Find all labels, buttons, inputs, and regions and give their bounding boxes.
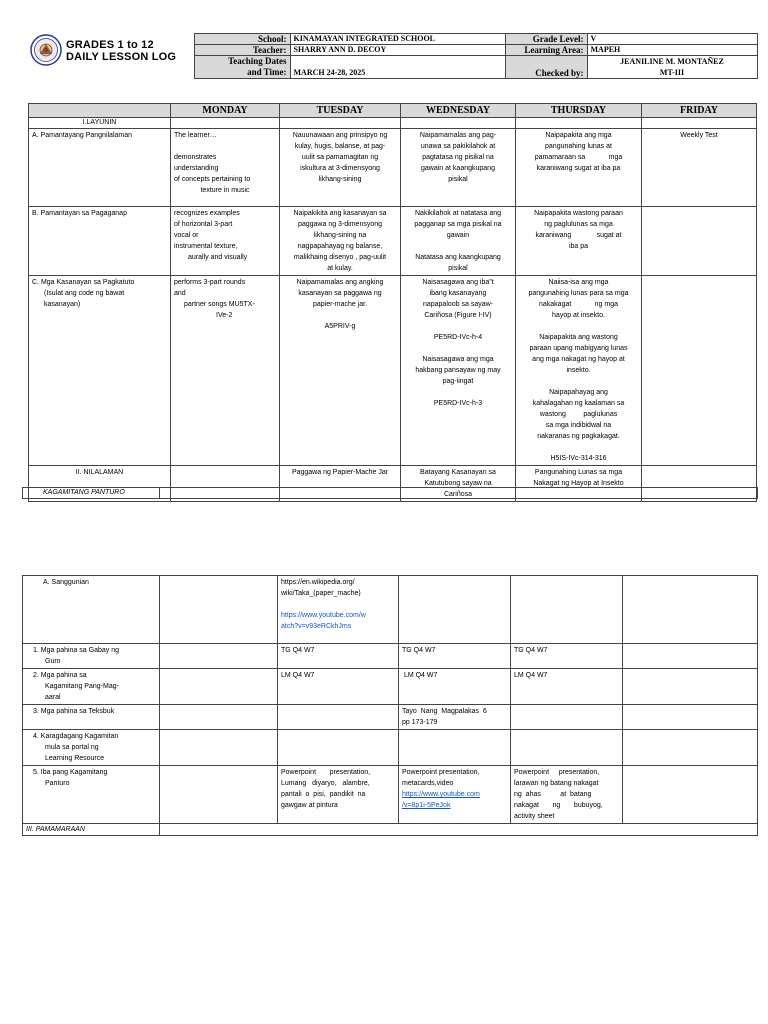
- cell-line: Nakikilahok at natatasa ang: [415, 210, 501, 217]
- layunin-row: [29, 118, 757, 129]
- cell-line: pisikal: [448, 265, 468, 272]
- empty-cell: [642, 118, 757, 129]
- header-spacer: [24, 34, 194, 79]
- kagamitang-panturo-label: KAGAMITANG PANTURO: [23, 488, 160, 499]
- cell-line: kasanayan sa paggawa ng: [298, 290, 382, 297]
- cell-line: ng ahas at batang: [514, 791, 592, 798]
- cell-line: IVe-2: [216, 312, 233, 319]
- youtube-link[interactable]: https://www.youtube.com/w: [281, 612, 366, 619]
- cell-line: Naipapahayag ang: [549, 389, 608, 396]
- row-b-tuesday: [280, 207, 401, 276]
- cell-line: Naipakikita ang kasanayan sa: [293, 210, 387, 217]
- row-b-thursday: [516, 207, 642, 276]
- row-a-wednesday: [401, 129, 516, 207]
- row-c-monday: [171, 276, 280, 466]
- cell-line: Naipamamalas ang angking: [296, 279, 384, 286]
- cell-line: (Isulat ang code ng bawat: [44, 290, 125, 297]
- dates-label-line-2: and Time:: [247, 67, 287, 77]
- layunin-label: I.LAYUNIN: [29, 118, 171, 129]
- empty-cell: [171, 118, 280, 129]
- header-blank: [29, 104, 171, 118]
- empty-cell: [623, 766, 758, 824]
- cell-line: pangunahing lunas para sa mga: [528, 290, 629, 297]
- empty-cell: [623, 730, 758, 766]
- cell-line: kahalagahan ng kaalaman sa: [532, 400, 625, 407]
- cell-line: gawain: [446, 232, 470, 239]
- empty-cell: [160, 705, 278, 730]
- empty-cell: [160, 669, 278, 705]
- cell-line: of concepts pertaining to: [174, 176, 251, 183]
- row-teksbuk: [23, 705, 758, 730]
- gabay-wednesday: TG Q4 W7: [399, 644, 511, 669]
- row-c-label: [29, 276, 171, 466]
- cell-line: larawan ng batang nakagat: [514, 780, 599, 787]
- checker-name: JEANILINE M. MONTAÑEZ: [620, 57, 724, 66]
- cell-line: pagganap sa mga pisikal na: [414, 221, 502, 228]
- day-wednesday: WEDNESDAY: [401, 104, 516, 118]
- cell-line: Learning Resource: [45, 755, 105, 762]
- cell-line: Pangunahing Lunas sa mga: [534, 469, 623, 476]
- cell-line: Panturo: [45, 780, 70, 787]
- cell-line: recognizes examples: [174, 210, 240, 217]
- day-header-row: [29, 104, 757, 118]
- cell-line: 5. Iba pang Kagamitang: [33, 769, 108, 776]
- teacher-label: Teacher:: [194, 45, 290, 56]
- row-kagamitang-pang-mag-aaral: [23, 669, 758, 705]
- cell-line: unawa sa pakikilahok at: [420, 143, 496, 150]
- cell-line: kasanayan): [44, 301, 81, 308]
- teksbuk-wednesday: [399, 705, 511, 730]
- cell-line: iskultura at 3-dimensyong: [300, 165, 380, 172]
- cell-line: Naiisa-isa ang mga: [548, 279, 609, 286]
- cell-line: vocal or: [174, 232, 199, 239]
- cell-line: pisikal: [448, 176, 468, 183]
- teacher-value: SHARRY ANN D. DECOY: [290, 45, 505, 56]
- cell-line: Tayo Nang Magpalakas 6: [402, 708, 487, 715]
- row-c-thursday: [516, 276, 642, 466]
- row-karagdagang-kagamitan: [23, 730, 758, 766]
- empty-cell: [160, 824, 758, 836]
- gabay-tuesday: TG Q4 W7: [278, 644, 399, 669]
- checker-title: MT-III: [659, 68, 685, 77]
- cell-line: karaniwang sugat at iba pa: [536, 165, 621, 172]
- gabay-thursday: TG Q4 W7: [511, 644, 623, 669]
- cell-line: activity sheet: [514, 813, 555, 820]
- school-value: KINAMAYAN INTEGRATED SCHOOL: [290, 34, 505, 45]
- cell-line: pagtatasa ng pisikal na: [422, 154, 494, 161]
- row-c-wednesday: [401, 276, 516, 466]
- empty-cell: [511, 730, 623, 766]
- cell-line: Nakagat ng Hayop at Insekto: [533, 480, 624, 487]
- objectives-table: [28, 103, 757, 502]
- cell-line: wastong paglulunas: [539, 411, 618, 418]
- reference-url[interactable]: https://en.wikipedia.org/: [281, 579, 355, 586]
- cell-line: Nauunawaan ang prinsipyo ng: [292, 132, 388, 139]
- empty-cell: [399, 576, 511, 644]
- cell-line: Kagamitang Pang-Mag-: [45, 683, 119, 690]
- empty-cell: [511, 705, 623, 730]
- cell-line: pangunahing lunas at: [545, 143, 612, 150]
- empty-cell: [516, 118, 642, 129]
- cell-line: malikhaing disenyo , pag-uulit: [293, 254, 387, 261]
- cell-line: uulit sa pamamagitan ng: [301, 154, 379, 161]
- row-a-thursday: [516, 129, 642, 207]
- cell-line: ng paglulunas sa mga: [544, 221, 613, 228]
- row-c-tuesday: [280, 276, 401, 466]
- cell-line: pantali o pisi, pandikit na: [281, 791, 366, 798]
- iba-pa-tuesday: [278, 766, 399, 824]
- row-gabay-ng-guro: [23, 644, 758, 669]
- cell-line: papier-mache jar.: [312, 301, 368, 308]
- cell-line: performs 3-part rounds: [174, 279, 246, 286]
- cell-line: ang mga nakagat ng hayop at: [532, 356, 625, 363]
- cell-line: gawain at kaangkupang: [421, 165, 495, 172]
- resources-table: [22, 575, 758, 836]
- cell-line: Guro: [45, 658, 61, 665]
- cell-line: mula sa portal ng: [45, 744, 99, 751]
- cell-line: karaniwang sugat at: [535, 232, 622, 239]
- sanggunian-tuesday: [278, 576, 399, 644]
- cell-line: H5IS-IVc-314-316: [550, 455, 607, 462]
- cell-line: gawgaw at pintura: [281, 802, 338, 809]
- cell-line: aurally and visually: [188, 254, 248, 261]
- cell-line: Powerpoint presentation,: [281, 769, 371, 776]
- header-info-table: [24, 33, 758, 79]
- day-friday: FRIDAY: [642, 104, 757, 118]
- iba-pa-label: [23, 766, 160, 824]
- day-thursday: THURSDAY: [516, 104, 642, 118]
- cell-line: C. Mga Kasanayan sa Pagkatuto: [32, 279, 135, 286]
- cell-line: likhang-sining: [318, 176, 362, 183]
- nilalaman-tuesday: Paggawa ng Papier-Mache Jar: [280, 466, 401, 502]
- cell-line: Cariñosa (Figure I-IV): [424, 312, 492, 319]
- cell-line: sa mga indibidwal na: [545, 422, 612, 429]
- dates-label-line-1: Teaching Dates: [228, 56, 287, 66]
- empty-cell: [623, 669, 758, 705]
- empty-cell: [642, 276, 757, 466]
- cell-line: at kulay.: [327, 265, 353, 272]
- cell-line: pp 173-179: [402, 719, 438, 726]
- empty-cell: [399, 730, 511, 766]
- row-a-friday: Weekly Test: [642, 129, 757, 207]
- cell-line: nagpapahayag ng balanse,: [297, 243, 383, 250]
- cell-line: napapaloob sa sayaw-: [422, 301, 494, 308]
- cell-line: understanding: [174, 165, 219, 172]
- mag-aaral-wednesday: LM Q4 W7: [399, 669, 511, 705]
- row-a-monday: [171, 129, 280, 207]
- karagdagan-label: [23, 730, 160, 766]
- cell-line: 2. Mga pahina sa: [33, 672, 87, 679]
- row-mga-kasanayan: [29, 276, 757, 466]
- cell-line: kulay, hugis, balanse, at pag-: [294, 143, 386, 150]
- mag-aaral-thursday: LM Q4 W7: [511, 669, 623, 705]
- cell-line: Lumang diyaryo, alambre,: [281, 780, 370, 787]
- cell-line: Cariñosa: [443, 491, 472, 498]
- youtube-link[interactable]: https://www.youtube.com: [402, 791, 480, 798]
- reference-url[interactable]: wiki/Taka_(paper_mache): [281, 590, 361, 597]
- cell-line: paggawa ng 3-dimensyong: [297, 221, 383, 228]
- cell-line: partner songs MU5TX-: [184, 301, 255, 308]
- cell-line: nakakagat ng mga: [539, 301, 618, 308]
- empty-cell: [160, 730, 278, 766]
- cell-line: Katutubong sayaw na: [424, 480, 492, 487]
- cell-line: demonstrates: [174, 154, 217, 161]
- checked-label: Checked by:: [505, 56, 587, 79]
- gabay-label: [23, 644, 160, 669]
- cell-line: texture in music: [200, 187, 250, 194]
- row-sanggunian: [23, 576, 758, 644]
- empty-cell: [642, 207, 757, 276]
- row-pamantayan-sa-pagaganap: [29, 207, 757, 276]
- day-monday: MONDAY: [171, 104, 280, 118]
- iba-pa-thursday: [511, 766, 623, 824]
- kagamitang-panturo-row: [22, 487, 758, 499]
- row-b-wednesday: [401, 207, 516, 276]
- cell-line: 4. Karagdagang Kagamitan: [33, 733, 119, 740]
- day-tuesday: TUESDAY: [280, 104, 401, 118]
- dates-value: MARCH 24-28, 2025: [290, 56, 505, 79]
- nilalaman-label: II. NILALAMAN: [29, 466, 171, 502]
- grade-label: Grade Level:: [505, 34, 587, 45]
- empty-cell: [160, 576, 278, 644]
- cell-line: aaral: [45, 694, 61, 701]
- cell-line: insekto.: [566, 367, 591, 374]
- cell-line: hayop at insekto.: [552, 312, 605, 319]
- cell-line: Naipapakita ang mga: [545, 132, 612, 139]
- cell-line: The learner…: [174, 132, 217, 139]
- empty-cell: [623, 576, 758, 644]
- cell-line: Naipapakita ang wastong: [539, 334, 618, 341]
- checker: [587, 56, 757, 79]
- row-b-monday: [171, 207, 280, 276]
- cell-line: 1. Mga pahina sa Gabay ng: [33, 647, 120, 654]
- cell-line: Natatasa ang kaangkupang: [415, 254, 501, 261]
- cell-line: Naipapakita wastong paraan: [534, 210, 623, 217]
- empty-cell: [160, 766, 278, 824]
- cell-line: nakagat ng bubuyog,: [514, 802, 603, 809]
- cell-line: hakbang pansayaw ng may: [415, 367, 501, 374]
- cell-line: likhang-sining na: [313, 232, 367, 239]
- grade-value: V: [587, 34, 757, 45]
- row-b-label: B. Pamantayan sa Pagaganap: [29, 207, 171, 276]
- mag-aaral-tuesday: LM Q4 W7: [278, 669, 399, 705]
- cell-line: and: [174, 290, 186, 297]
- cell-line: pag-iingat: [442, 378, 474, 385]
- teksbuk-label: 3. Mga pahina sa Teksbuk: [23, 705, 160, 730]
- cell-line: A5PRIV-g: [324, 323, 356, 330]
- cell-line: metacards,video: [402, 780, 454, 787]
- school-label: School:: [194, 34, 290, 45]
- iba-pa-wednesday: [399, 766, 511, 824]
- sanggunian-label: A. Sanggunian: [23, 576, 160, 644]
- youtube-link[interactable]: /v=8p1i-5PeJok: [402, 802, 451, 809]
- empty-cell: [401, 118, 516, 129]
- area-value: MAPEH: [587, 45, 757, 56]
- mag-aaral-label: [23, 669, 160, 705]
- pamamaraan-label: III. PAMAMARAAN: [23, 824, 160, 836]
- empty-cell: [623, 644, 758, 669]
- cell-line: ibang kasanayang: [429, 290, 487, 297]
- cell-line: paraan upang mabigyang lunas: [529, 345, 628, 352]
- cell-line: nakaranas ng pagkakagat.: [537, 433, 620, 440]
- cell-line: iba pa: [568, 243, 589, 250]
- cell-line: Powerpoint presentation,: [514, 769, 600, 776]
- empty-cell: [160, 488, 758, 499]
- empty-cell: [278, 705, 399, 730]
- cell-line: PE5RD-IVc-h-4: [433, 334, 483, 341]
- youtube-link[interactable]: atch?v=v93eRCkhJms: [281, 623, 352, 630]
- cell-line: instrumental texture,: [174, 243, 238, 250]
- row-a-tuesday: [280, 129, 401, 207]
- title-line-1: GRADES 1 to 12: [66, 39, 154, 51]
- cell-line: pamamaraan sa mga: [534, 154, 623, 161]
- empty-cell: [623, 705, 758, 730]
- title-line-2: DAILY LESSON LOG: [66, 51, 177, 63]
- cell-line: Batayang Kasanayan sa: [420, 469, 496, 476]
- cell-line: Powerpoint presentation,: [402, 769, 480, 776]
- cell-line: of horizontal 3-part: [174, 221, 233, 228]
- cell-line: Naipamamalas ang pag-: [419, 132, 497, 139]
- area-label: Learning Area:: [505, 45, 587, 56]
- row-a-label: A. Pamantayang Pangnilalaman: [29, 129, 171, 207]
- dates-label: [194, 56, 290, 79]
- empty-cell: [511, 576, 623, 644]
- cell-line: Naisasagawa ang iba"t: [422, 279, 494, 286]
- cell-line: PE5RD-IVc-h-3: [433, 400, 483, 407]
- empty-cell: [278, 730, 399, 766]
- row-iba-pang-kagamitan: [23, 766, 758, 824]
- row-pamantayang-pangnilalaman: [29, 129, 757, 207]
- empty-cell: [280, 118, 401, 129]
- cell-line: Naisasagawa ang mga: [422, 356, 494, 363]
- empty-cell: [160, 644, 278, 669]
- row-pamamaraan: [23, 824, 758, 836]
